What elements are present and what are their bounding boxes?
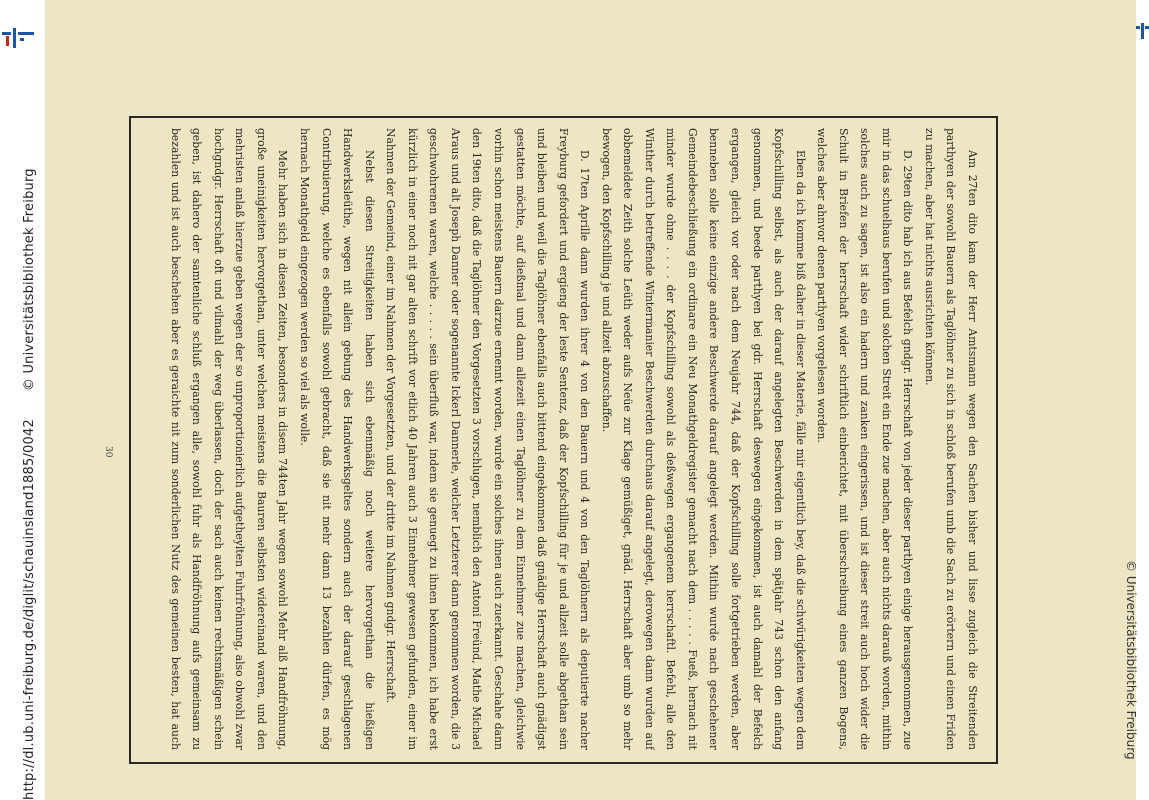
paragraph: D. 17ten Aprille dann wurden ihrer 4 von den Bauern und 4 von den Taglöhnern als deputierte nacher Freyburg gefordert und ergieng der leste Sentenz, daß der Kopfschilling für je und allzeit solle abgethan sein und bleiben und weil die Taglöhner ebenfalls auch bittend eingekommen daß gnädige Herrschaft auch gnädigst gestatten möchte, auf dießmal und dann allezeit einen Taglöhner zu dem Einnehmer zue machen, gleichwie vorhin schon meistens Bauern darzue ernennt worden, wurde ein solches ihnen auch zuerkannt. Geschahe dann den 19ten dito, daß die Taglöhner den Vorgesetzten 3 vorschlugen, nemblich den Antoni Freünd, Mathe Michael Araus und alt Joseph Danner oder sogenannte Ickerl Dannerle, welcher Letzterer dann genommen worden, die 3 geschwohrenen waren, welche . . . . . sein überfluß war, indem sie genuegt zu ihnen bekommen, ich habe erst kürzlich in einer noch nit gar alten schrift vor etlich 40 Jahren auch 3 Einnehmer gewesen gefunden, einer im Nahmen der Gemeind, einer im Nahmen der Vorgesetzten, und der dritte im Nahmen gndgr. Herrschaft. xyxy=(384,128,592,750)
library-logo-icon xyxy=(2,28,34,48)
right-copyright: © Universitätsbibliothek Freiburg xyxy=(1124,560,1138,760)
page-text xyxy=(161,128,983,750)
paragraph: Am 27ten dito kam der Herr Amtsmann wegen den Sachen bisher und lisse zugleich die Streitenden parthyen der sowohl Bauern als Taglöhner zu sich in schloß berufen umb die Sach zu erörtern und einen Friden zu machen, aber hat nichts ausrichten können. xyxy=(922,128,979,750)
paragraph: Eben da ich komme biß daher in dieser Materie, fälle mir eigentlich bey, daß die schwürigkeiten wegen dem Kopfschilling selbst, als auch der darauf angelegten Beschwerden in dem spätjahr 743 schon den anfang genommen, und beede parthyen bei gdr. Herrschaft deswegen eingekommen, ist auch damahl der Befelch ergangen, gleich vor oder nach dem Neujahr 744, daß der Kopfschilling solle fortgetrieben werden, aber benneben solle keine einzige andere Beschwerde darauf angelegt werden. Mithin wurde nach geschehener Gemeindebeschließung ein ordinare ein Neu Monathgeldregister gemacht nach dem . . . . . Fueß, hernach nit minder wurde ohne . . . . der Kopfschilling sowohl als deßwegen ergangenem herrschaftl. Befehl, alle den Winther durch betreffende Wintermanier Beschwerden durchaus darauf angelegt, derowegen dann wurden auf obbemeldete Zeith solche Leüth weder aufs Neüe zur Klage gemüßiget, gnäd. Herrschaft aber umb so mehr bewogen, den Kopfschilling je und allzeit abzuschaffen. xyxy=(599,128,807,750)
copyright-notice: © Universitätsbibliothek Freiburg xyxy=(22,168,37,392)
page-number: 30 xyxy=(103,446,113,458)
paragraph: Mehr haben sich in diesen Zeiten, besonders in disem 744ten Jahr wegen sowohl Mehr alß Handfröhnung, große uneinigkeiten hervorgethan, unter welchen meistens die Bauren selbsten widereinand waren, und den mehristen anlaß hierzue geben wegen der so unproportionierlich aufgetheylten Fuhrfröhnung, also obwohl zwar hochgndgr. Herrschaft oft und vilmahl der weg überlassen, doch der sach auch keinen rechtsmäßigen schein geben, ist dahero der samtenliche schluß ergangen alle, sowohl fuhr als Handfröhnung aufs gemeinsam zu bezahlen und ist auch beschehen aber es geraichte nit zum sonderlichen Nutz des gemeinen besten, hat auch xyxy=(168,128,290,750)
paragraph: Nebst diesen Streitigkeiten haben sich ebenmäßig noch weitere hervorgethan die hießigen Handwerksleüthe, wegen nit allein gebung des Handwerksgeltes sondern auch der darauf geschlagenen Contribuierung, welche es ebenfalls sowohl gebracht, daß sie nit mehr dann 13 bezahlen dürfen, es mög hernach Monathgeld eingezogen werden so viel als wolle. xyxy=(298,128,376,750)
paragraph: D. 29ten dito hab ich aus Befelch gndgr. Herrschaft von jeder dieser parthyen einige herausgenommen, zue mir in das schuelhaus berufen und solchen Streit ein Ende zue machen, aber auch nichts darauß worden, mithin solches auch zu sagen, ist also ein hadern und zanken eingerissen, und ist dieser streit auch hoch wider die Schult in Briefen der herrschaft wider schriftlich einberichtet, mit überschreibung eines ganzen Bogens, welches aber ahnvor denen parthyen vorgelesen worden. xyxy=(815,128,915,750)
library-logo-icon xyxy=(1136,23,1149,39)
source-url[interactable]: http://dl.ub.uni-freiburg.de/diglit/schauinsland1885/0042 xyxy=(22,419,37,800)
margin-caption xyxy=(22,140,37,800)
